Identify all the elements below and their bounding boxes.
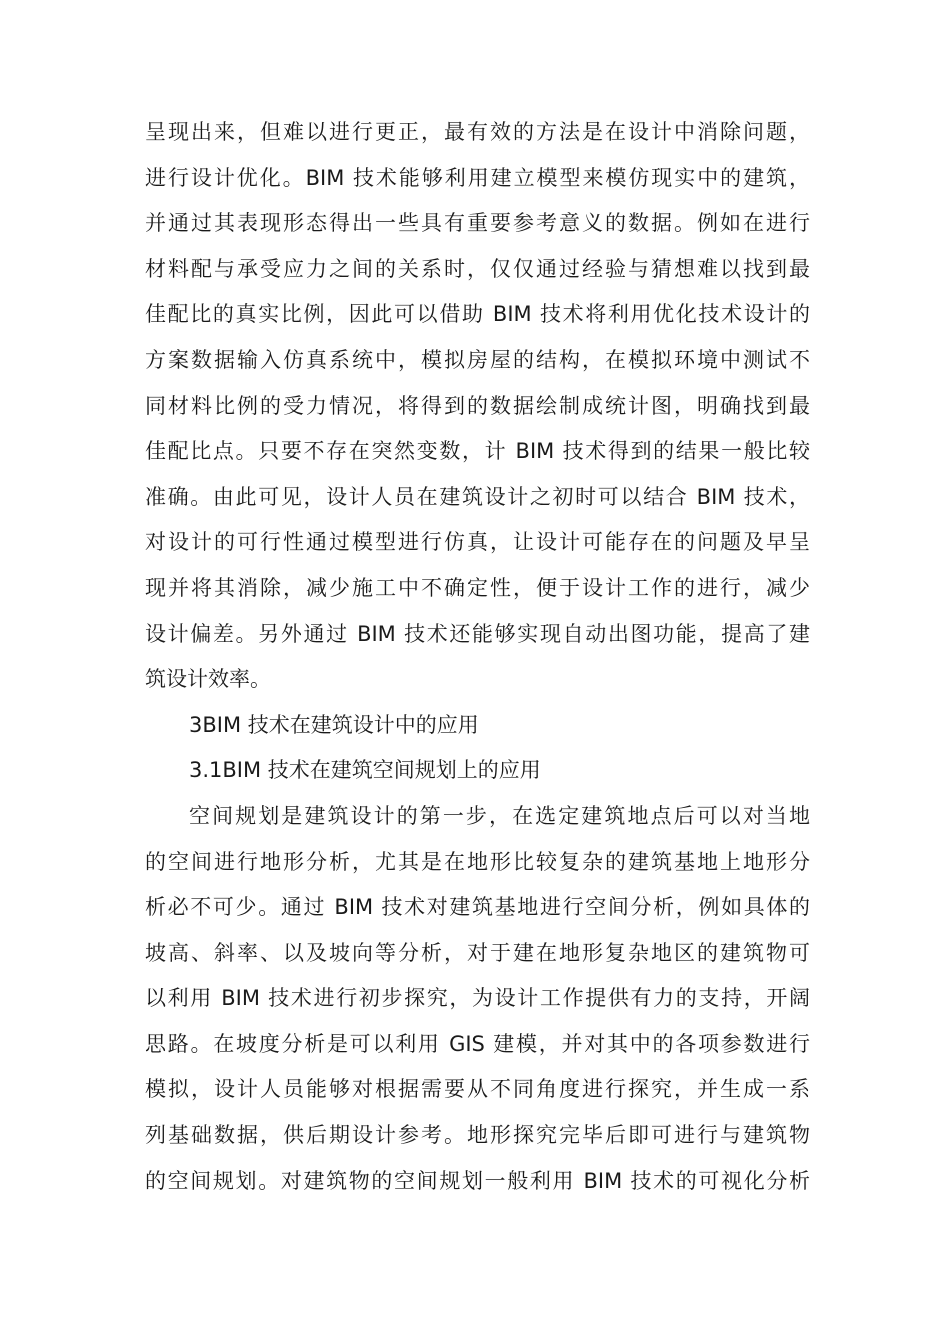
- text-line: 思路。在坡度分析是可以利用 GIS 建模，并对其中的各项参数进行: [145, 1031, 810, 1056]
- paragraph-space-planning: [145, 794, 810, 1204]
- document-body: [145, 110, 810, 1204]
- text-line: 筑设计效率。: [145, 667, 271, 692]
- paragraph-bim-optimization: [145, 110, 810, 703]
- text-line: 佳配比点。只要不存在突然变数，计 BIM 技术得到的结果一般比较: [145, 439, 810, 464]
- text-line: 空间规划是建筑设计的第一步，在选定建筑地点后可以对当地: [189, 803, 810, 828]
- text-line: 坡高、斜率、以及坡向等分析，对于建在地形复杂地区的建筑物可: [145, 940, 810, 965]
- text-line: 设计偏差。另外通过 BIM 技术还能够实现自动出图功能，提高了建: [145, 621, 810, 646]
- text-line: 对设计的可行性通过模型进行仿真，让设计可能存在的问题及早呈: [145, 530, 810, 555]
- text-line: 佳配比的真实比例，因此可以借助 BIM 技术将利用优化技术设计的: [145, 302, 810, 327]
- text-line: 以利用 BIM 技术进行初步探究，为设计工作提供有力的支持，开阔: [145, 986, 810, 1011]
- text-line: 的空间进行地形分析，尤其是在地形比较复杂的建筑基地上地形分: [145, 849, 810, 874]
- text-line: 材料配与承受应力之间的关系时，仅仅通过经验与猜想难以找到最: [145, 256, 810, 281]
- text-line: 方案数据输入仿真系统中，模拟房屋的结构，在模拟环境中测试不: [145, 347, 810, 372]
- text-line: 析必不可少。通过 BIM 技术对建筑基地进行空间分析，例如具体的: [145, 895, 810, 920]
- text-line: 准确。由此可见，设计人员在建筑设计之初时可以结合 BIM 技术，: [145, 484, 810, 509]
- text-line: 列基础数据，供后期设计参考。地形探究完毕后即可进行与建筑物: [145, 1123, 810, 1148]
- text-line: 现并将其消除，减少施工中不确定性，便于设计工作的进行，减少: [145, 575, 810, 600]
- section-heading-3-1: 3.1BIM 技术在建筑空间规划上的应用: [189, 758, 541, 783]
- text-line: 并通过其表现形态得出一些具有重要参考意义的数据。例如在进行: [145, 211, 810, 236]
- text-line: 模拟，设计人员能够对根据需要从不同角度进行探究，并生成一系: [145, 1077, 810, 1102]
- text-line: 进行设计优化。BIM 技术能够利用建立模型来模仿现实中的建筑，: [145, 165, 810, 190]
- section-heading-3: 3BIM 技术在建筑设计中的应用: [189, 712, 479, 737]
- text-line: 呈现出来，但难以进行更正，最有效的方法是在设计中消除问题，: [145, 120, 810, 144]
- text-line: 的空间规划。对建筑物的空间规划一般利用 BIM 技术的可视化分析: [145, 1168, 810, 1193]
- text-line: 同材料比例的受力情况，将得到的数据绘制成统计图，明确找到最: [145, 393, 810, 418]
